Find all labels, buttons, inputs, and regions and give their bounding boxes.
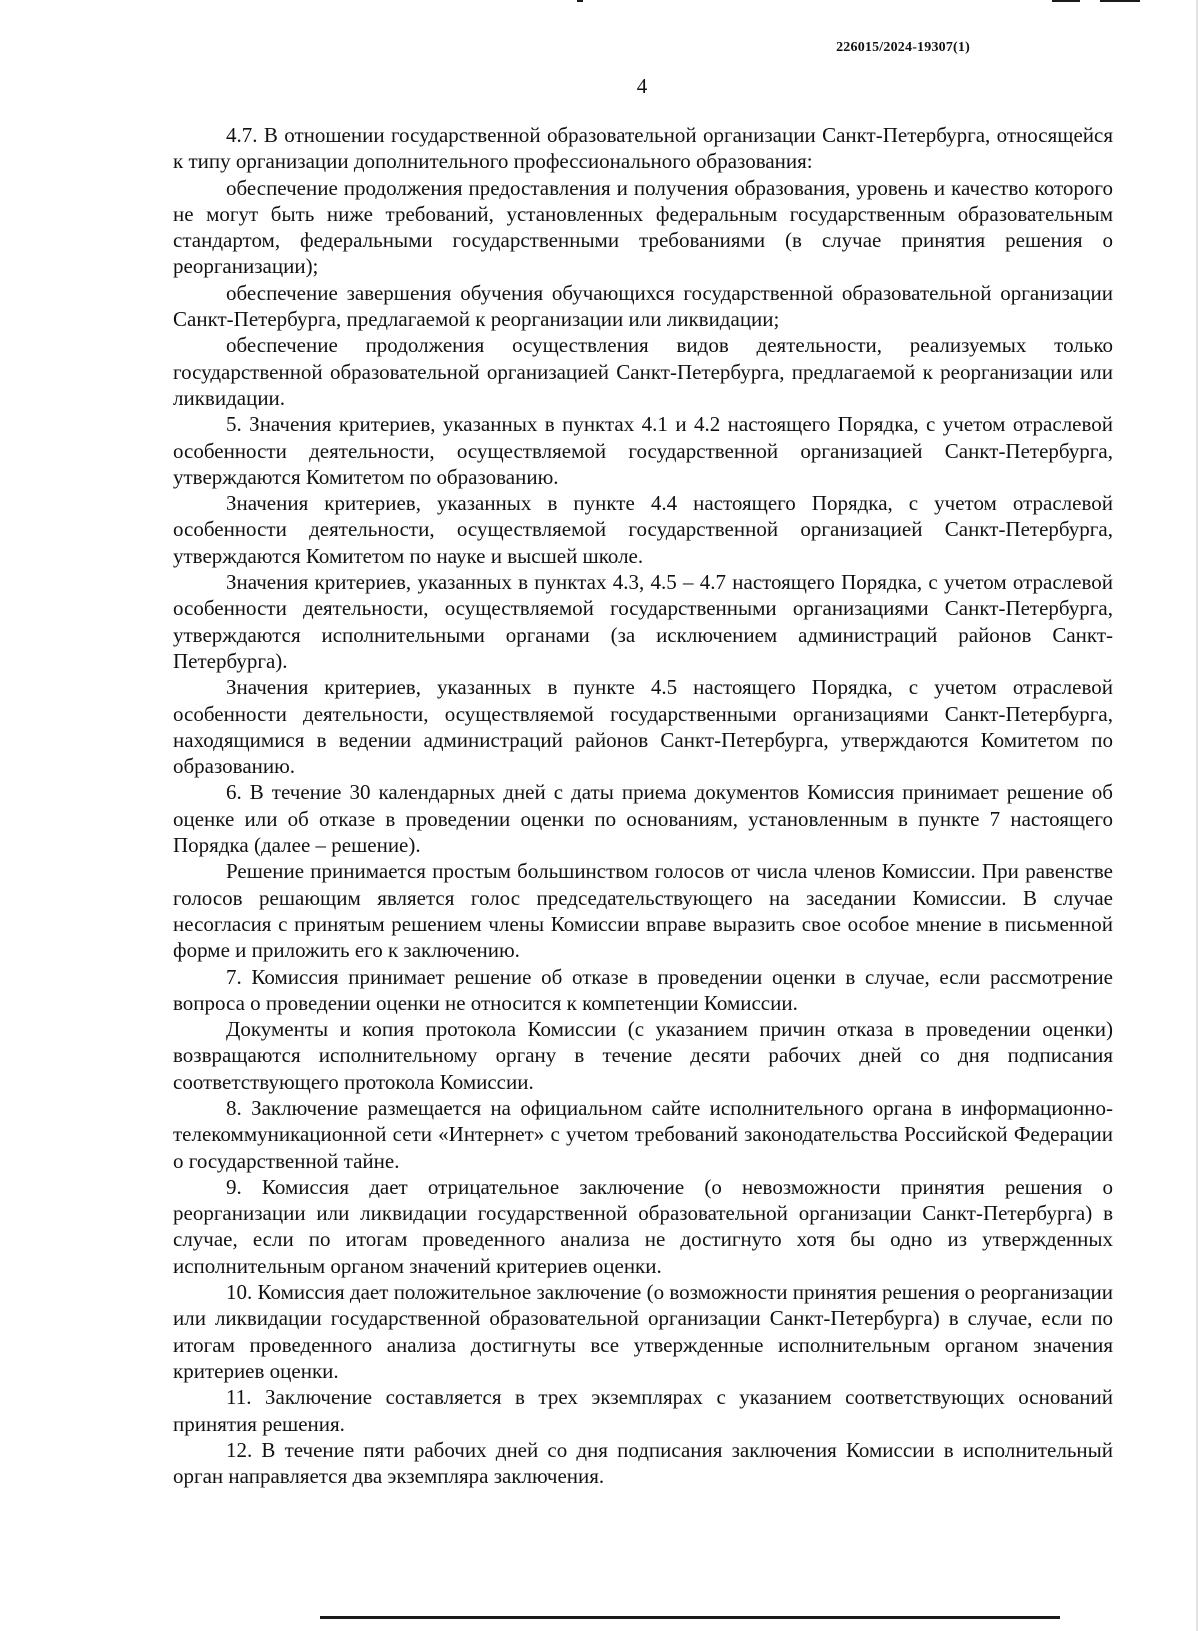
paragraph: обеспечение продолжения осуществления видов деятельности, реализуемых только государственной образовательной организацией Санкт-Петербурга, предлагаемой к реорганизации или ликвидации.: [173, 333, 1113, 410]
paragraph-4-7: 4.7. В отношении государственной образовательной организации Санкт-Петербурга, относящейся к типу организации дополнительного профессионального образования:: [173, 123, 1113, 174]
scan-artifact: [1052, 0, 1080, 2]
paragraph-9: 9. Комиссия дает отрицательное заключение (о невозможности принятия решения о реорганизации или ликвидации государственной образовательной организации Санкт-Петербурга) в случае, если по итогам проведенного анализа не достигнуто хотя бы одно из утвержденных исполнительным органом значений критериев оценки.: [173, 1174, 1113, 1278]
page-number: 4: [636, 74, 648, 98]
paragraph: обеспечение продолжения предоставления и получения образования, уровень и качество которого не могут быть ниже требований, установленных федеральным государственным образовательным стандартом, федеральными государственными требованиями (в случае принятия решения о реорганизации);: [173, 175, 1113, 279]
paragraph: Значения критериев, указанных в пунктах 4.3, 4.5 – 4.7 настоящего Порядка, с учетом отраслевой особенности деятельности, осуществляемой государственными организациями Санкт-Петербурга, утверждаются исполнительными органами (за исключением администраций районов Санкт-Петербурга).: [173, 570, 1113, 673]
scan-artifact: [320, 1616, 1060, 1619]
paragraph: Решение принимается простым большинством голосов от числа членов Комиссии. При равенстве голосов решающим является голос председательствующего на заседании Комиссии. В случае несогласия с принятым решением члены Комиссии вправе выразить свое особое мнение в письменной форме и приложить его к заключению.: [173, 859, 1113, 963]
paragraph-11: 11. Заключение составляется в трех экземплярах с указанием соответствующих оснований принятия решения.: [173, 1385, 1113, 1436]
paragraph: Документы и копия протокола Комиссии (с указанием причин отказа в проведении оценки) возвращаются исполнительному органу в течение десяти рабочих дней со дня подписания соответствующего протокола Комиссии.: [173, 1017, 1113, 1094]
paragraph-7: 7. Комиссия принимает решение об отказе в проведении оценки в случае, если рассмотрение вопроса о проведении оценки не относится к компетенции Комиссии.: [173, 964, 1113, 1015]
paragraph: обеспечение завершения обучения обучающихся государственной образовательной организации Санкт-Петербурга, предлагаемой к реорганизации или ликвидации;: [173, 280, 1113, 332]
paragraph-8: 8. Заключение размещается на официальном сайте исполнительного органа в информационно-телекоммуникационной сети «Интернет» с учетом требований законодательства Российской Федерации о государственной тайне.: [173, 1095, 1113, 1173]
scan-artifact: [577, 0, 583, 2]
paragraph-12: 12. В течение пяти рабочих дней со дня подписания заключения Комиссии в исполнительный орган направляется два экземпляра заключения.: [173, 1437, 1113, 1489]
paragraph-6: 6. В течение 30 календарных дней с даты приема документов Комиссия принимает решение об оценке или об отказе в проведении оценки по основаниям, установленным в пункте 7 настоящего Порядка (далее – решение).: [173, 780, 1113, 858]
scan-artifact: [1100, 0, 1140, 2]
paragraph-5: 5. Значения критериев, указанных в пунктах 4.1 и 4.2 настоящего Порядка, с учетом отраслевой особенности деятельности, осуществляемой государственной организацией Санкт-Петербурга, утверждаются Комитетом по образованию.: [173, 412, 1113, 489]
document-id: 226015/2024-19307(1): [836, 40, 970, 55]
scan-edge: [1196, 0, 1198, 1631]
paragraph: Значения критериев, указанных в пункте 4.5 настоящего Порядка, с учетом отраслевой особенности деятельности, осуществляемой государственными организациями Санкт-Петербурга, находящимися в ведении администраций районов Санкт-Петербурга, утверждаются Комитетом по образованию.: [173, 675, 1113, 779]
paragraph-10: 10. Комиссия дает положительное заключение (о возможности принятия решения о реорганизации или ликвидации государственной образовательной организации Санкт-Петербурга) в случае, если по итогам проведенного анализа достигнуты все утвержденные исполнительным органом значения критериев оценки.: [173, 1280, 1113, 1383]
paragraph: Значения критериев, указанных в пункте 4.4 настоящего Порядка, с учетом отраслевой особенности деятельности, осуществляемой государственной организацией Санкт-Петербурга, утверждаются Комитетом по науке и высшей школе.: [173, 491, 1113, 568]
document-body: [173, 122, 1113, 1489]
